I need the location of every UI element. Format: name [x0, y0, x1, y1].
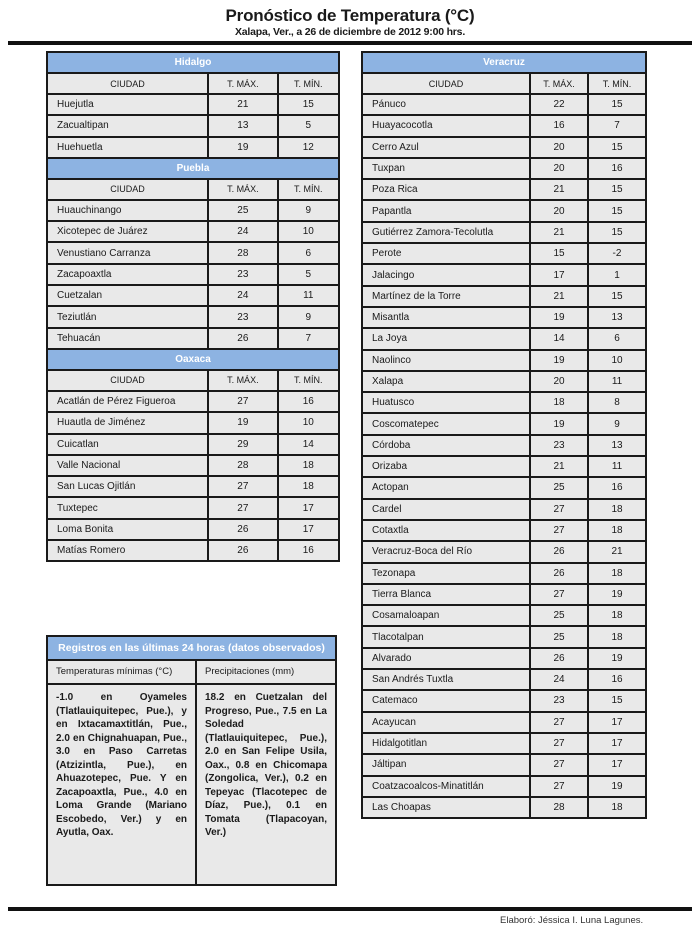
- max-temp: 24: [530, 669, 588, 690]
- max-temp: 27: [208, 476, 277, 497]
- min-temp: 15: [588, 286, 646, 307]
- city-name: Acatlán de Pérez Figueroa: [47, 391, 208, 412]
- observed-records-box: [46, 635, 337, 886]
- max-temp: 14: [530, 328, 588, 349]
- min-temp: 16: [588, 669, 646, 690]
- min-temp: 10: [278, 412, 339, 433]
- table-row: [362, 371, 646, 392]
- table-row: [47, 137, 339, 158]
- max-temp: 18: [530, 392, 588, 413]
- max-temp: 20: [530, 200, 588, 221]
- table-row: [362, 648, 646, 669]
- city-name: Hidalgotitlan: [362, 733, 530, 754]
- min-temp: 19: [588, 776, 646, 797]
- min-temp-text: -1.0 en Oyameles (Tlatlauiquitepec, Pue.), y en Ixtacamaxtitlán, Pue., 2.0 en Chignahuapan, Pue., 3.0 en Paso Carretas (Atzizintla, Pue.), en Ahuazotepec, Pue. Y en Zacapoaxtla, Pue., 4.0 en Loma Grande (Mariano Escobedo, Ver.) y en Ayutla, Oax.: [56, 692, 187, 838]
- max-temp: 27: [530, 754, 588, 775]
- min-temp: 17: [278, 519, 339, 540]
- table-row: [47, 242, 339, 263]
- min-temp: 5: [278, 264, 339, 285]
- table-row: [362, 179, 646, 200]
- table-row: [362, 712, 646, 733]
- city-name: Actopan: [362, 477, 530, 498]
- min-temp: 16: [278, 540, 339, 561]
- max-temp: 20: [530, 158, 588, 179]
- city-name: Tuxpan: [362, 158, 530, 179]
- city-name: Alvarado: [362, 648, 530, 669]
- column-header-min: T. MÍN.: [278, 73, 339, 94]
- max-temp: 27: [530, 733, 588, 754]
- max-temp: 20: [530, 137, 588, 158]
- max-temp: 25: [530, 477, 588, 498]
- table-row: [362, 499, 646, 520]
- city-name: Naolinco: [362, 350, 530, 371]
- city-name: Martínez de la Torre: [362, 286, 530, 307]
- top-divider: [8, 41, 692, 45]
- city-name: Huautla de Jiménez: [47, 412, 208, 433]
- region-header-row-puebla: [47, 158, 339, 179]
- min-temp: 11: [278, 285, 339, 306]
- table-row: [362, 222, 646, 243]
- max-temp: 27: [208, 497, 277, 518]
- city-name: Loma Bonita: [47, 519, 208, 540]
- city-name: Catemaco: [362, 690, 530, 711]
- region-name: Oaxaca: [47, 349, 339, 370]
- region-name: Puebla: [47, 158, 339, 179]
- city-name: Tlacotalpan: [362, 626, 530, 647]
- min-temp: 15: [278, 94, 339, 115]
- max-temp: 21: [530, 456, 588, 477]
- max-temp: 25: [208, 200, 277, 221]
- max-temp: 29: [208, 434, 277, 455]
- city-name: Zacualtipan: [47, 115, 208, 136]
- author-credit: Elaboró: Jéssica I. Luna Lagunes.: [500, 915, 644, 926]
- max-temp: 25: [530, 626, 588, 647]
- max-temp: 26: [530, 563, 588, 584]
- min-temp: 16: [588, 158, 646, 179]
- city-name: Tehuacán: [47, 328, 208, 349]
- min-temp: 15: [588, 94, 646, 115]
- max-temp: 23: [208, 264, 277, 285]
- table-row: [362, 435, 646, 456]
- max-temp: 21: [208, 94, 277, 115]
- max-temp: 27: [208, 391, 277, 412]
- city-name: Huejutla: [47, 94, 208, 115]
- table-row: [362, 541, 646, 562]
- city-name: Valle Nacional: [47, 455, 208, 476]
- table-row: [362, 477, 646, 498]
- min-temp: 16: [278, 391, 339, 412]
- region-header-row-oaxaca: [47, 349, 339, 370]
- max-temp: 21: [530, 222, 588, 243]
- max-temp: 17: [530, 264, 588, 285]
- max-temp: 28: [208, 455, 277, 476]
- column-header-max: T. MÁX.: [530, 73, 588, 94]
- max-temp: 19: [530, 413, 588, 434]
- column-header-row: [47, 73, 339, 94]
- table-row: [362, 626, 646, 647]
- table-row: [47, 285, 339, 306]
- max-temp: 25: [530, 605, 588, 626]
- min-temp: 13: [588, 307, 646, 328]
- city-name: Veracruz-Boca del Río: [362, 541, 530, 562]
- table-row: [47, 221, 339, 242]
- min-temp-column: [48, 661, 197, 886]
- min-temp: 18: [278, 455, 339, 476]
- column-header-min: T. MÍN.: [278, 370, 339, 391]
- min-temp: 1: [588, 264, 646, 285]
- table-row: [47, 200, 339, 221]
- city-name: Perote: [362, 243, 530, 264]
- table-row: [362, 328, 646, 349]
- table-row: [362, 94, 646, 115]
- min-temp: 15: [588, 690, 646, 711]
- table-row: [362, 754, 646, 775]
- min-temp: 14: [278, 434, 339, 455]
- city-name: Coatzacoalcos-Minatitlán: [362, 776, 530, 797]
- city-name: Papantla: [362, 200, 530, 221]
- city-name: San Andrés Tuxtla: [362, 669, 530, 690]
- max-temp: 23: [530, 435, 588, 456]
- city-name: Jalacingo: [362, 264, 530, 285]
- column-header-max: T. MÁX.: [208, 73, 277, 94]
- max-temp: 27: [530, 776, 588, 797]
- max-temp: 23: [530, 690, 588, 711]
- min-temp: 9: [588, 413, 646, 434]
- min-temp: 18: [588, 797, 646, 818]
- max-temp: 19: [208, 137, 277, 158]
- column-header-city: CIUDAD: [47, 370, 208, 391]
- column-header-min: T. MÍN.: [278, 179, 339, 200]
- max-temp: 27: [530, 584, 588, 605]
- table-row: [47, 306, 339, 327]
- city-name: Coscomatepec: [362, 413, 530, 434]
- min-temp-label: Temperaturas mínimas (°C): [48, 661, 195, 685]
- city-name: Huatusco: [362, 392, 530, 413]
- region-name: Hidalgo: [47, 52, 339, 73]
- city-name: Huayacocotla: [362, 115, 530, 136]
- min-temp: 13: [588, 435, 646, 456]
- min-temp: 17: [588, 712, 646, 733]
- table-row: [362, 563, 646, 584]
- max-temp: 26: [208, 540, 277, 561]
- city-name: Xalapa: [362, 371, 530, 392]
- min-temp: 21: [588, 541, 646, 562]
- table-row: [362, 690, 646, 711]
- table-row: [47, 476, 339, 497]
- city-name: Zacapoaxtla: [47, 264, 208, 285]
- region-header-row-veracruz: [362, 52, 646, 73]
- table-row: [362, 605, 646, 626]
- table-row: [362, 733, 646, 754]
- city-name: Matías Romero: [47, 540, 208, 561]
- min-temp: 18: [588, 626, 646, 647]
- city-name: Tierra Blanca: [362, 584, 530, 605]
- forecast-table-veracruz: [361, 51, 647, 819]
- precip-column: [197, 661, 335, 886]
- table-row: [362, 584, 646, 605]
- min-temp: 7: [278, 328, 339, 349]
- min-temp: 11: [588, 456, 646, 477]
- table-row: [47, 391, 339, 412]
- city-name: Jáltipan: [362, 754, 530, 775]
- table-row: [362, 776, 646, 797]
- city-name: Orizaba: [362, 456, 530, 477]
- max-temp: 19: [208, 412, 277, 433]
- city-name: Cardel: [362, 499, 530, 520]
- max-temp: 19: [530, 307, 588, 328]
- min-temp: 16: [588, 477, 646, 498]
- min-temp: 18: [588, 605, 646, 626]
- min-temp: 11: [588, 371, 646, 392]
- min-temp: 6: [278, 242, 339, 263]
- city-name: Venustiano Carranza: [47, 242, 208, 263]
- city-name: Tezonapa: [362, 563, 530, 584]
- min-temp: 17: [278, 497, 339, 518]
- table-row: [362, 137, 646, 158]
- city-name: Córdoba: [362, 435, 530, 456]
- city-name: Acayucan: [362, 712, 530, 733]
- page-subtitle: Xalapa, Ver., a 26 de diciembre de 2012 9:00 hrs.: [234, 26, 466, 38]
- table-row: [362, 200, 646, 221]
- city-name: Pánuco: [362, 94, 530, 115]
- city-name: Misantla: [362, 307, 530, 328]
- min-temp: 19: [588, 648, 646, 669]
- column-header-max: T. MÁX.: [208, 370, 277, 391]
- table-row: [47, 115, 339, 136]
- max-temp: 23: [208, 306, 277, 327]
- max-temp: 15: [530, 243, 588, 264]
- min-temp: 5: [278, 115, 339, 136]
- max-temp: 28: [530, 797, 588, 818]
- max-temp: 24: [208, 285, 277, 306]
- max-temp: 26: [530, 648, 588, 669]
- min-temp: 17: [588, 754, 646, 775]
- city-name: La Joya: [362, 328, 530, 349]
- table-row: [47, 434, 339, 455]
- city-name: Tuxtepec: [47, 497, 208, 518]
- city-name: Cosamaloapan: [362, 605, 530, 626]
- table-row: [47, 497, 339, 518]
- min-temp: 15: [588, 179, 646, 200]
- min-temp: 7: [588, 115, 646, 136]
- table-row: [47, 455, 339, 476]
- table-row: [362, 413, 646, 434]
- table-row: [362, 350, 646, 371]
- table-row: [362, 797, 646, 818]
- table-row: [47, 412, 339, 433]
- table-row: [362, 115, 646, 136]
- city-name: Cotaxtla: [362, 520, 530, 541]
- max-temp: 22: [530, 94, 588, 115]
- max-temp: 26: [208, 328, 277, 349]
- table-row: [362, 307, 646, 328]
- min-temp: -2: [588, 243, 646, 264]
- min-temp: 10: [278, 221, 339, 242]
- table-row: [362, 243, 646, 264]
- table-row: [362, 264, 646, 285]
- table-row: [47, 94, 339, 115]
- table-row: [362, 392, 646, 413]
- max-temp: 24: [208, 221, 277, 242]
- table-row: [362, 669, 646, 690]
- city-name: Cuicatlan: [47, 434, 208, 455]
- max-temp: 27: [530, 712, 588, 733]
- max-temp: 16: [530, 115, 588, 136]
- city-name: Huehuetla: [47, 137, 208, 158]
- table-row: [362, 520, 646, 541]
- page-title: Pronóstico de Temperatura (°C): [225, 6, 475, 25]
- min-temp: 18: [588, 563, 646, 584]
- min-temp: 19: [588, 584, 646, 605]
- min-temp: 18: [588, 520, 646, 541]
- city-name: San Lucas Ojitlán: [47, 476, 208, 497]
- column-header-row: [362, 73, 646, 94]
- city-name: Cuetzalan: [47, 285, 208, 306]
- max-temp: 19: [530, 350, 588, 371]
- city-name: Cerro Azul: [362, 137, 530, 158]
- column-header-city: CIUDAD: [362, 73, 530, 94]
- min-temp: 18: [278, 476, 339, 497]
- max-temp: 27: [530, 520, 588, 541]
- region-header-row-hidalgo: [47, 52, 339, 73]
- min-temp: 15: [588, 137, 646, 158]
- table-row: [47, 328, 339, 349]
- table-row: [362, 286, 646, 307]
- city-name: Poza Rica: [362, 179, 530, 200]
- city-name: Huauchinango: [47, 200, 208, 221]
- min-temp: 8: [588, 392, 646, 413]
- column-header-city: CIUDAD: [47, 73, 208, 94]
- max-temp: 20: [530, 371, 588, 392]
- min-temp: 9: [278, 306, 339, 327]
- min-temp: 17: [588, 733, 646, 754]
- city-name: Teziutlán: [47, 306, 208, 327]
- max-temp: 13: [208, 115, 277, 136]
- column-header-city: CIUDAD: [47, 179, 208, 200]
- city-name: Las Choapas: [362, 797, 530, 818]
- max-temp: 26: [208, 519, 277, 540]
- column-header-max: T. MÁX.: [208, 179, 277, 200]
- max-temp: 21: [530, 286, 588, 307]
- min-temp: 15: [588, 222, 646, 243]
- min-temp: 9: [278, 200, 339, 221]
- min-temp: 10: [588, 350, 646, 371]
- forecast-table-hidalgo-puebla-oaxaca: [46, 51, 340, 562]
- column-header-row: [47, 179, 339, 200]
- min-temp: 6: [588, 328, 646, 349]
- column-header-row: [47, 370, 339, 391]
- precip-text: 18.2 en Cuetzalan del Progreso, Pue., 7.5 en La Soledad (Tlatlauiquitepec, Pue.), 2.0 en San Felipe Usila, Oax., 0.8 en Chicomapa (Zongolica, Ver.), 0.2 en Tepeyac (Tlacotepec de Díaz, Pue.), 0.1 en Tomata (Tlapacoyan, Ver.): [205, 692, 327, 838]
- min-temp: 15: [588, 200, 646, 221]
- column-header-min: T. MÍN.: [588, 73, 646, 94]
- observed-records-title: Registros en las últimas 24 horas (datos observados): [48, 637, 335, 661]
- city-name: Xicotepec de Juárez: [47, 221, 208, 242]
- max-temp: 27: [530, 499, 588, 520]
- table-row: [362, 456, 646, 477]
- table-row: [47, 540, 339, 561]
- min-temp: 12: [278, 137, 339, 158]
- table-row: [47, 264, 339, 285]
- max-temp: 26: [530, 541, 588, 562]
- max-temp: 28: [208, 242, 277, 263]
- precip-label: Precipitaciones (mm): [197, 661, 335, 685]
- table-row: [362, 158, 646, 179]
- min-temp: 18: [588, 499, 646, 520]
- max-temp: 21: [530, 179, 588, 200]
- bottom-divider: [8, 907, 692, 911]
- region-name: Veracruz: [362, 52, 646, 73]
- table-row: [47, 519, 339, 540]
- city-name: Gutiérrez Zamora-Tecolutla: [362, 222, 530, 243]
